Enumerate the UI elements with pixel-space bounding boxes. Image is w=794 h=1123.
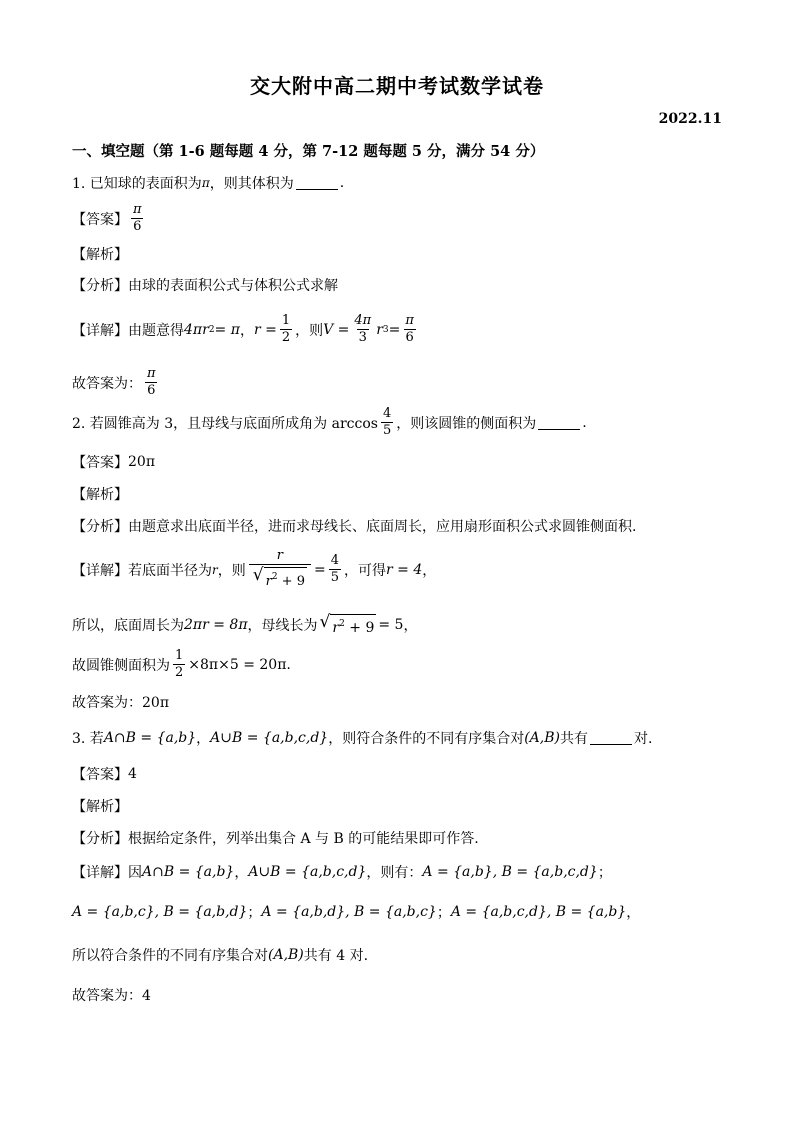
q1-detail — [72, 313, 419, 346]
q3-detail-intersection: A∩B = {a,b} — [142, 864, 235, 880]
q2-answer-value: 20π — [128, 454, 156, 470]
fraction-denominator: 2 — [175, 665, 184, 680]
q3-analysis — [72, 796, 128, 816]
fenxi-tag: 【分析】 — [72, 831, 128, 847]
analysis-tag: 【解析】 — [72, 487, 128, 503]
q1-final — [72, 366, 161, 399]
q1-final-answer-fraction — [145, 366, 158, 399]
q3-mid: ，则符合条件的不同有序集合对 — [328, 731, 525, 747]
answer-blank — [590, 731, 632, 745]
answer-blank — [296, 176, 338, 190]
q3-final-text: 故答案为：4 — [72, 988, 151, 1004]
exam-date: 2022.11 — [658, 111, 722, 127]
q2-line2-end: ， — [403, 617, 418, 634]
q1-v-fraction — [352, 313, 373, 346]
q2-then: ，则 — [217, 562, 246, 579]
q1-fenxi-text: 由球的表面积公式与体积公式求解 — [128, 278, 338, 294]
q1-V: V = — [323, 321, 350, 338]
detail-tag: 【详解】 — [72, 562, 128, 579]
q2-answer — [72, 452, 155, 472]
q1-r3: r — [376, 321, 383, 338]
q1-answer-fraction — [131, 202, 144, 235]
fraction-numerator: r — [276, 548, 283, 563]
q2-fenxi — [72, 516, 636, 536]
q1-final-text: 故答案为： — [72, 375, 142, 392]
sqrt-rest: + 9 — [344, 620, 375, 636]
fraction-denominator: 5 — [382, 423, 392, 438]
q3-fenxi — [72, 828, 479, 848]
q2-r: r — [212, 562, 218, 577]
fraction-denominator: 6 — [405, 330, 414, 345]
fraction-numerator: 1 — [175, 648, 184, 663]
question-1 — [72, 173, 344, 193]
q3-detail-then: ，则有： — [366, 865, 423, 881]
q2-detail — [72, 548, 436, 591]
q1-r3-sup: 3 — [382, 324, 389, 335]
q2-get: ，可得 — [344, 562, 386, 579]
q2-result-fraction — [329, 553, 341, 586]
analysis-tag: 【解析】 — [72, 799, 128, 815]
q1-sep: ， — [239, 322, 254, 339]
q2-line2-text: 所以，底面周长为 — [72, 617, 184, 634]
fraction-denominator: 3 — [358, 330, 367, 345]
q3-cases-end: ， — [626, 905, 641, 921]
q3-sep: ， — [196, 731, 211, 747]
q2-detail-end: ， — [422, 562, 437, 579]
q2-final-text: 故答案为：20π — [72, 695, 170, 711]
sqrt-inner — [264, 567, 307, 591]
fraction-denominator — [249, 564, 311, 591]
q3-detail-text: 因 — [128, 865, 142, 881]
q1-expr: 4πr — [184, 321, 209, 338]
q1-expr-sup: 2 — [208, 324, 215, 335]
q2-area-expr: ×8π×5 = 20π — [188, 656, 287, 673]
q1-eq: = — [388, 321, 401, 338]
q3-suffix: 共有 — [559, 731, 588, 747]
q1-expr-eq: = π — [214, 321, 240, 338]
q3-conclusion-end: 共有 4 对. — [303, 948, 369, 964]
q1-r-fraction — [280, 313, 292, 346]
answer-blank — [538, 416, 580, 430]
q2-suffix: ，则该圆锥的侧面积为 — [396, 415, 537, 432]
q3-final — [72, 985, 151, 1005]
sqrt-var: r — [332, 620, 340, 636]
sqrt-expression — [320, 612, 377, 637]
answer-tag: 【答案】 — [72, 767, 128, 783]
sqrt-sup: 2 — [271, 572, 278, 582]
q2-half-fraction — [173, 648, 185, 681]
q2-circumference: 2πr = 8π — [184, 616, 248, 633]
q1-fenxi — [72, 275, 338, 295]
q2-detail-text: 若底面半径为 — [128, 562, 212, 579]
q3-answer — [72, 764, 137, 784]
q1-then: ，则 — [295, 322, 324, 339]
q3-conclusion-text: 所以符合条件的不同有序集合对 — [72, 948, 268, 964]
q3-case-1: A = {a,b}, B = {a,b,c,d} — [422, 864, 598, 880]
q1-answer — [72, 202, 147, 235]
q3-end: 对. — [633, 731, 653, 747]
analysis-tag: 【解析】 — [72, 247, 128, 263]
sqrt-sup: 2 — [339, 619, 345, 629]
q1-final-fraction — [403, 313, 416, 346]
q1-pi: π — [201, 176, 210, 190]
q3-conclusion — [72, 945, 368, 965]
q3-fenxi-text: 根据给定条件，列举出集合 A 与 B 的可能结果即可作答. — [128, 831, 479, 847]
fraction-denominator: 6 — [147, 383, 156, 398]
q2-line2-mid: ，母线长为 — [247, 617, 318, 634]
page-title: 交大附中高二期中考试数学试卷 — [250, 74, 544, 98]
q3-case-sep: ； — [436, 905, 451, 921]
detail-tag: 【详解】 — [72, 865, 128, 881]
q2-fenxi-text: 由题意求出底面半径，进而求母线长、底面周长，应用扇形面积公式求圆锥侧面积. — [128, 519, 637, 535]
section-heading: 一、填空题（第 1-6 题每题 4 分，第 7-12 题每题 5 分，满分 54 分） — [72, 143, 545, 160]
q1-r: r = — [253, 321, 277, 338]
q3-case-4: A = {a,b,c,d}, B = {a,b} — [450, 904, 627, 920]
question-2 — [72, 406, 587, 439]
sqrt-expression — [253, 565, 307, 591]
q3-intersection: A∩B = {a,b} — [103, 730, 197, 746]
q1-detail-text: 由题意得 — [128, 322, 184, 339]
q3-conclusion-pair: (A,B) — [268, 947, 304, 963]
q1-suffix: ，则其体积为 — [209, 176, 294, 192]
fraction-numerator: π — [133, 202, 142, 217]
q1-analysis — [72, 244, 128, 264]
q3-pair: (A,B) — [524, 730, 560, 746]
q2-text: 2. 若圆锥高为 3，且母线与底面所成角为 arccos — [72, 415, 378, 432]
fraction-denominator: 2 — [281, 330, 291, 345]
q3-detail-end: ； — [597, 865, 612, 881]
fraction-numerator: 4π — [354, 313, 372, 328]
q2-arccos-fraction — [381, 406, 393, 439]
q3-detail — [72, 862, 612, 882]
answer-tag: 【答案】 — [72, 455, 128, 471]
q2-result: r = 4 — [386, 561, 423, 578]
sqrt-inner — [330, 614, 376, 637]
q3-detail-sep: ， — [234, 865, 249, 881]
fraction-numerator: 4 — [330, 553, 339, 568]
q2-ratio-fraction — [249, 548, 311, 591]
fraction-numerator: π — [147, 366, 156, 381]
q2-analysis — [72, 484, 128, 504]
sqrt-icon: √ — [252, 565, 264, 585]
fraction-numerator: π — [405, 313, 414, 328]
detail-tag: 【详解】 — [72, 322, 128, 339]
sqrt-rest: + 9 — [277, 574, 305, 589]
q3-case-sep: ； — [247, 905, 262, 921]
q3-case-3: A = {a,b,d}, B = {a,b,c} — [261, 904, 437, 920]
q3-case-2: A = {a,b,c}, B = {a,b,d} — [72, 904, 248, 920]
fenxi-tag: 【分析】 — [72, 519, 128, 535]
fraction-denominator: 5 — [330, 570, 339, 585]
q3-union: A∪B = {a,b,c,d} — [210, 730, 329, 746]
q2-final — [72, 692, 169, 712]
fraction-denominator: 6 — [133, 219, 142, 234]
fenxi-tag: 【分析】 — [72, 278, 128, 294]
question-3 — [72, 728, 652, 748]
answer-tag: 【答案】 — [72, 211, 128, 228]
q3-detail-union: A∪B = {a,b,c,d} — [248, 864, 367, 880]
sqrt-icon: √ — [319, 612, 331, 632]
fraction-numerator: 1 — [281, 313, 291, 328]
q1-text: 1. 已知球的表面积为 — [72, 176, 202, 192]
q3-text: 3. 若 — [72, 731, 104, 747]
q3-answer-value: 4 — [128, 766, 137, 782]
fraction-numerator: 4 — [382, 406, 392, 421]
q2-eq: = — [313, 561, 326, 578]
q2-line3 — [72, 648, 291, 681]
q2-end: . — [582, 414, 587, 431]
sqrt-var: r — [265, 574, 272, 589]
q3-cases — [72, 902, 640, 922]
q1-end: . — [339, 175, 345, 191]
q2-line3-end: . — [286, 656, 291, 673]
q2-line3-text: 故圆锥侧面积为 — [72, 657, 170, 674]
q2-line2 — [72, 612, 417, 637]
q2-slant: = 5 — [378, 616, 404, 633]
